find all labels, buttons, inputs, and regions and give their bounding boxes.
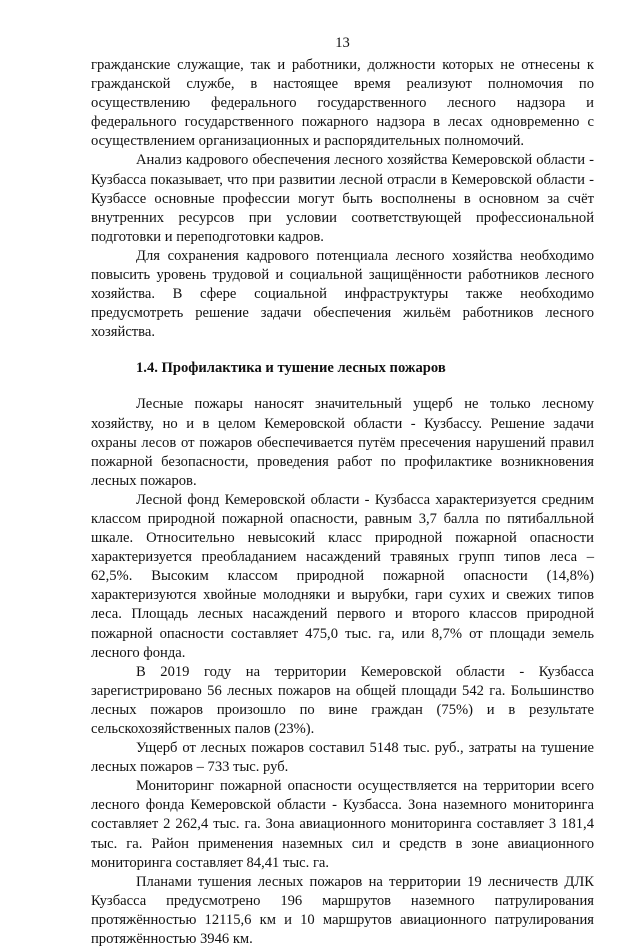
paragraph-staff-retention: Для сохранения кадрового потенциала лесного хозяйства необходимо повысить уровень трудовой и социальной защищённости работников лесного хозяйства. В сфере социальной инфраструктуры также необходимо предусмотреть решение задачи обеспечения жильём работников лесного хозяйства. — [91, 247, 594, 341]
paragraph-fires-2019: В 2019 году на территории Кемеровской области - Кузбасса зарегистрировано 56 лесных пожаров на общей площади 542 га. Большинство лесных пожаров произошло по вине граждан (75%) и в результате сельскохозяйственных палов (23%). — [91, 663, 594, 737]
paragraph-fire-danger-class: Лесной фонд Кемеровской области - Кузбасса характеризуется средним классом природной пожарной опасности, равным 3,7 балла по пятибалльной шкале. Относительно невысокий класс природной пожарной опасности характеризуется преобладанием насаждений травяных групп типов леса – 62,5%. Высоким классом природной пожарной опасности (14,8%) характеризуются хвойные молодняки и вырубки, гари сухих и свежих типов леса. Площадь лесных насаждений первого и второго классов природной пожарной опасности составляет 475,0 тыс. га, или 8,7% от площади земель лесного фонда. — [91, 491, 594, 661]
paragraph-fire-monitoring: Мониторинг пожарной опасности осуществляется на территории всего лесного фонда Кемеровской области - Кузбасса. Зона наземного мониторинга составляет 2 262,4 тыс. га. Зона авиационного мониторинга составляет 3 181,4 тыс. га. Район применения наземных сил и средств в зоне авиационного мониторинга составляет 84,41 тыс. га. — [91, 778, 594, 871]
paragraph-fire-damage: Лесные пожары наносят значительный ущерб не только лесному хозяйству, но и в целом Кемеровской области - Кузбассу. Решение задачи охраны лесов от пожаров обеспечивается путём пресечения нарушений правил пожарной безопасности, проведения работ по профилактике возникновения лесных пожаров. — [91, 396, 594, 489]
paragraph-fire-costs: Ущерб от лесных пожаров составил 5148 тыс. руб., затраты на тушение лесных пожаров – 733 тыс. руб. — [91, 740, 594, 776]
document-page — [91, 34, 594, 949]
page-number: 13 — [335, 35, 350, 51]
paragraph-patrol-routes: Планами тушения лесных пожаров на территории 19 лесничеств ДЛК Кузбасса предусмотрено 196 маршрутов наземного патрулирования протяжённостью 12115,6 км и 10 маршрутов авиационного патрулирования протяжённостью 3946 км. — [91, 873, 594, 948]
paragraph-continued: гражданские служащие, так и работники, должности которых не отнесены к гражданской службе, в настоящее время реализуют полномочия по осуществлению федерального государственного лесного надзора и федерального государственного пожарного надзора в лесах одновременно с осуществлением организационных и распорядительных полномочий. — [91, 57, 594, 150]
section-heading: 1.4. Профилактика и тушение лесных пожаров — [136, 360, 446, 377]
paragraph-staffing-analysis: Анализ кадрового обеспечения лесного хозяйства Кемеровской области - Кузбасса показывает, что при развитии лесной отрасли в Кемеровской области - Кузбассе основные профессии могут быть восполнены в основном за счёт внутренних ресурсов при условии соответствующей профессиональной подготовки и переподготовки кадров. — [91, 152, 594, 245]
